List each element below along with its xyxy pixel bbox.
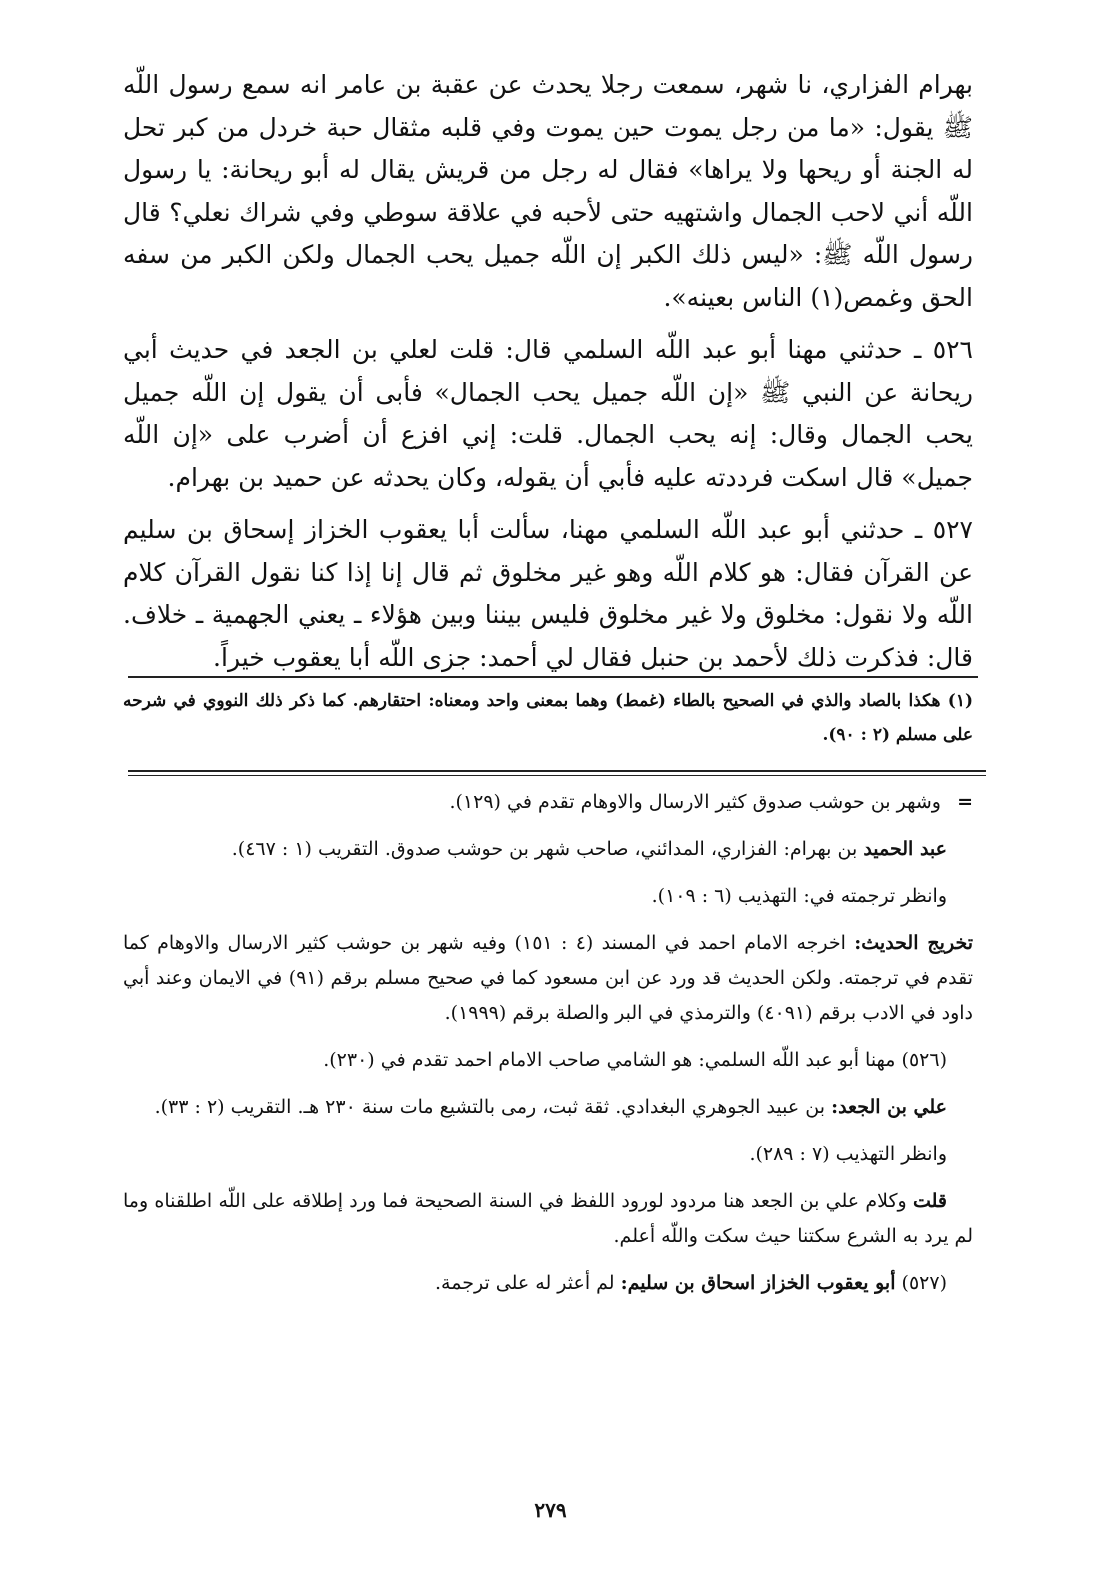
entry-heading: علي بن الجعد:	[831, 1096, 947, 1118]
main-text	[123, 64, 973, 689]
page-number: ٢٧٩	[534, 1498, 567, 1522]
footnote-block	[123, 684, 973, 752]
hadith-paragraph-526: ٥٢٦ ـ حدثني مهنا أبو عبد اللّه السلمي قال: قلت لعلي بن الجعد في حديث أبي ريحانة عن النبي ﷺ «إن اللّه جميل يحب الجمال» فأبى أن يقول إن اللّه جميل يحب الجمال وقال: إنه يحب الجمال. قلت: إني افزع أن أضرب على «إن اللّه جميل» قال اسكت فرددته عليه فأبي أن يقوله، وكان يحدثه عن حميد بن بهرام.	[123, 335, 973, 492]
entry-text: وكلام علي بن الجعد هنا مردود لورود اللفظ في السنة الصحيحة فما ورد إطلاقه على اللّه اطلقناه وما لم يرد به الشرع سكتنا حيث سكت واللّه أعلم.	[123, 1190, 973, 1247]
footnote-1: (١) هكذا بالصاد والذي في الصحيح بالطاء (غمط) وهما بمعنى واحد ومعناه: احتقارهم. كما ذكر ذلك النووي في شرحه على مسلم (٢ : ٩٠).	[123, 691, 973, 745]
entry-text: بن بهرام: الفزاري، المدائني، صاحب شهر بن حوشب صدوق. التقريب (١ : ٤٦٧).	[231, 838, 858, 860]
hadith-paragraph-527: ٥٢٧ ـ حدثني أبو عبد اللّه السلمي مهنا، سألت أبا يعقوب الخزاز إسحاق بن سليم عن القرآن فقال: هو كلام اللّه وهو غير مخلوق ثم قال إنا إذا كنا نقول القرآن كلام اللّه ولا نقول: مخلوق ولا غير مخلوق فليس بيننا وبين هؤلاء ـ يعني الجهمية ـ خلاف. قال: فذكرت ذلك لأحمد بن حنبل فقال لي أحمد: جزى اللّه أبا يعقوب خيراً.	[123, 515, 973, 672]
entry-text: بن عبيد الجوهري البغدادي. ثقة ثبت، رمى بالتشيع مات سنة ٢٣٠ هـ. التقريب (٢ : ٣٣).	[154, 1096, 826, 1118]
footnote-rule	[128, 676, 978, 678]
commentary-entry-abd-al-hamid	[123, 832, 973, 867]
entry-heading: أبو يعقوب الخزاز اسحاق بن سليم:	[620, 1272, 896, 1294]
commentary-527	[123, 1266, 973, 1301]
entry-number: (٥٢٧)	[901, 1272, 947, 1294]
entry-text: اخرجه الامام احمد في المسند (٤ : ١٥١) وفيه شهر بن حوشب كثير الارسال والاوهام كما تقدم في ترجمته. ولكن الحديث قد ورد عن ابن مسعود كما في صحيح مسلم برقم (٩١) في الايمان وعند أبي داود في الادب برقم (٤٠٩١) والترمذي في البر والصلة برقم (١٩٩٩).	[123, 932, 974, 1024]
commentary-text: وشهر بن حوشب صدوق كثير الارسال والاوهام تقدم في (١٢٩).	[449, 791, 941, 813]
entry-heading: قلت	[912, 1190, 947, 1212]
commentary	[123, 785, 973, 1313]
rule-thick	[128, 770, 986, 772]
hadith-paragraph-continued: بهرام الفزاري، نا شهر، سمعت رجلا يحدث عن عقبة بن عامر انه سمع رسول اللّه ﷺ يقول: «ما من رجل يموت حين يموت وفي قلبه مثقال حبة خردل من كبر تحل له الجنة أو ريحها ولا يراها» فقال له رجل من قريش يقال له أبو ريحانة: يا رسول اللّه أني لاحب الجمال واشتهيه حتى لأحبه في علاقة سوطي وفي شراك نعلي؟ قال رسول اللّه ﷺ: «ليس ذلك الكبر إن اللّه جميل يحب الجمال ولكن الكبر من سفه الحق وغمص(١) الناس بعينه».	[123, 70, 974, 312]
rule-thin	[128, 775, 986, 776]
commentary-entry-ali-ibn-al-jad	[123, 1090, 973, 1125]
commentary-double-rule	[128, 770, 986, 776]
commentary-tahdhib-ref-2: وانظر التهذيب (٧ : ٢٨٩).	[749, 1143, 947, 1165]
entry-heading: تخريج الحديث:	[854, 932, 973, 954]
commentary-tahdhib-ref-1: وانظر ترجمته في: التهذيب (٦ : ١٠٩).	[651, 885, 947, 907]
commentary-526: (٥٢٦) مهنا أبو عبد اللّه السلمي: هو الشامي صاحب الامام احمد تقدم في (٢٣٠).	[323, 1049, 947, 1071]
entry-text: لم أعثر له على ترجمة.	[435, 1272, 615, 1294]
commentary-qultu	[123, 1184, 973, 1254]
entry-heading: عبد الحميد	[863, 838, 947, 860]
commentary-takhrij	[123, 926, 973, 1031]
commentary-line-1	[123, 785, 973, 820]
continuation-mark: =	[957, 791, 973, 813]
